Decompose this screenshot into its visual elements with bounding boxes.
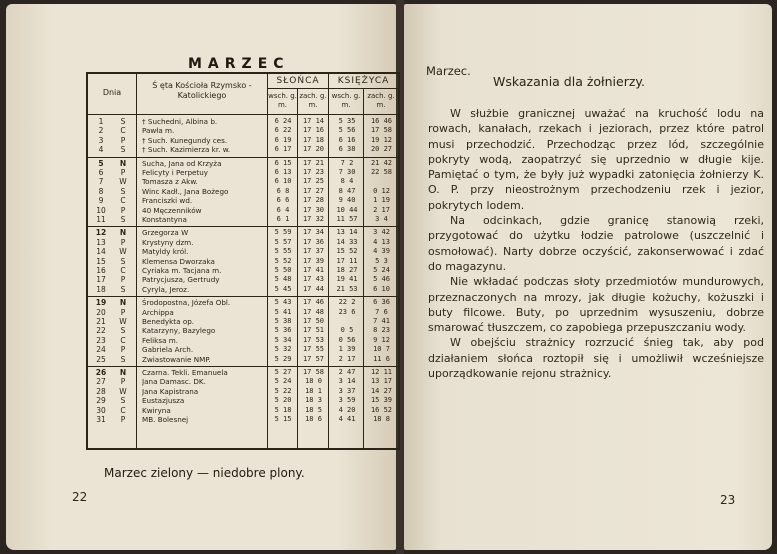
saint-name: Franciszki wd. xyxy=(142,196,193,206)
moonset: 3 42 xyxy=(373,228,390,237)
saint-name: Zwiastowanie NMP. xyxy=(142,354,211,364)
moonset: 18 8 xyxy=(373,415,390,423)
day-of-week: S xyxy=(120,117,126,126)
sunset: 17 32 xyxy=(302,214,325,223)
sunrise: 5 57 xyxy=(274,237,292,246)
calendar-row xyxy=(88,228,398,237)
saint-name: 40 Męczenników xyxy=(142,205,202,215)
day-of-week: C xyxy=(120,265,126,275)
saint-name: Kwiryna xyxy=(142,405,171,415)
day-of-week: P xyxy=(120,415,126,424)
instructions-body xyxy=(428,106,764,381)
saint-name: Konstantyna xyxy=(142,214,187,224)
moonset: 21 42 xyxy=(370,158,393,167)
sunset: 17 34 xyxy=(302,228,325,237)
sunrise: 6 4 xyxy=(276,205,290,214)
day-number: 18 xyxy=(96,284,106,294)
saint-name: Patrycjusza, Gertrudy xyxy=(142,275,220,285)
sunset: 18 1 xyxy=(305,386,322,395)
page-number-right: 23 xyxy=(720,493,736,507)
moonrise: 0 5 xyxy=(340,326,354,335)
moonrise: 11 57 xyxy=(336,214,358,223)
paragraph: Nie wkładać podczas słoty przedmiotów mundurowych, przeznaczonych na mrozy, jak długie kożuchy, kożuszki i buty filcowe. Buty, po uprzednim wysuszeniu, dobrze smarować tłuszczem, co zapobiega przepuszczaniu wody. xyxy=(428,275,764,335)
day-number: 20 xyxy=(96,307,106,317)
moonset: 5 3 xyxy=(375,256,388,265)
sunset: 17 53 xyxy=(302,335,325,344)
header-swieta: Ś ęta Kościoła Rzymsko - Katolickiego xyxy=(137,74,268,114)
saint-name: Klemensa Dworzaka xyxy=(142,256,215,266)
saint-name: † Such. Kazimierza kr. w. xyxy=(142,145,231,155)
header-slonca-wsch: wsch. g. m. xyxy=(268,89,298,119)
sunrise: 5 59 xyxy=(274,228,292,237)
day-of-week: S xyxy=(120,396,126,406)
moonset: 16 46 xyxy=(370,117,393,125)
sunrise: 6 19 xyxy=(274,135,292,144)
moonset: 14 27 xyxy=(370,386,393,395)
sunset: 17 27 xyxy=(302,186,325,195)
day-of-week: C xyxy=(120,335,126,345)
sunrise: 6 24 xyxy=(274,117,292,125)
moonrise: 15 52 xyxy=(336,247,358,256)
moonrise: 10 44 xyxy=(336,205,358,214)
day-of-week: P xyxy=(120,307,126,317)
sunrise: 5 20 xyxy=(274,396,292,405)
moonset: 0 12 xyxy=(373,186,390,195)
day-of-week: N xyxy=(119,228,127,238)
sunset: 18 3 xyxy=(305,396,322,405)
moonset: 5 46 xyxy=(373,275,390,284)
calendar-row xyxy=(88,177,398,186)
moonset: 11 6 xyxy=(373,354,390,363)
moonrise: 7 2 xyxy=(340,158,354,167)
sunset: 17 25 xyxy=(302,177,325,186)
sunset: 17 51 xyxy=(302,326,325,335)
day-number: 10 xyxy=(96,205,106,215)
day-of-week: P xyxy=(120,167,126,177)
day-number: 5 xyxy=(98,158,104,168)
moonset: 5 24 xyxy=(373,265,390,274)
day-of-week: W xyxy=(119,316,127,326)
moonset: 17 58 xyxy=(370,126,393,135)
sunset: 17 58 xyxy=(302,368,325,376)
moonrise: 2 47 xyxy=(338,368,356,376)
calendar-row xyxy=(88,168,398,177)
sunset: 17 30 xyxy=(302,205,325,214)
sunrise: 5 50 xyxy=(274,265,292,274)
calendar-row xyxy=(88,215,398,224)
header-dnia: Dnia xyxy=(88,74,137,114)
day-of-week: S xyxy=(120,145,126,155)
moonset: 8 23 xyxy=(373,326,390,335)
moonset: 20 27 xyxy=(370,145,393,154)
section-title: Wskazania dla żołnierzy. xyxy=(493,74,645,89)
moonrise: 3 37 xyxy=(338,386,356,395)
moonrise: 18 27 xyxy=(336,265,358,274)
calendar-row xyxy=(88,247,398,256)
sunset: 17 43 xyxy=(302,275,325,284)
moonrise: 5 56 xyxy=(338,126,356,135)
sunrise: 5 45 xyxy=(274,284,292,293)
calendar-row xyxy=(88,387,398,396)
sunrise: 5 22 xyxy=(274,386,292,395)
sunrise: 6 1 xyxy=(276,214,290,223)
sunset: 17 55 xyxy=(302,345,325,354)
calendar-row xyxy=(88,377,398,386)
day-of-week: W xyxy=(119,247,127,257)
paragraph: Na odcinkach, gdzie granicę stanowią rzeki, przygotować do użytku łodzie patrolowe (uszczelnić i osmołować). Narty dobrze oczyścić, zakonserwować i zdać do magazynu. xyxy=(428,214,764,273)
sunrise: 5 15 xyxy=(274,415,292,423)
moonrise: 3 14 xyxy=(338,377,356,386)
moonrise: 6 38 xyxy=(338,145,356,154)
sunrise: 5 55 xyxy=(274,247,292,256)
saint-name: Eustazjusza xyxy=(142,396,185,406)
sunrise: 5 32 xyxy=(274,345,292,354)
day-number: 29 xyxy=(96,396,106,406)
saint-name: Jana Kapistrana xyxy=(142,386,199,396)
moonrise: 7 30 xyxy=(338,167,356,176)
sunset: 17 21 xyxy=(302,158,325,167)
day-of-week: C xyxy=(120,126,126,136)
saint-name: Sucha, Jana od Krzyża xyxy=(142,158,222,168)
sunset: 17 57 xyxy=(302,354,325,363)
saint-name: † Suchedni, Albina b. xyxy=(142,117,218,126)
day-number: 19 xyxy=(95,298,107,308)
sunrise: 5 36 xyxy=(274,326,292,335)
moonrise: 23 6 xyxy=(338,307,356,316)
sunset: 17 14 xyxy=(302,117,325,125)
day-number: 30 xyxy=(96,405,106,415)
month-proverb: Marzec zielony — niedobre plony. xyxy=(104,466,305,480)
moonrise: 5 35 xyxy=(338,117,356,125)
day-number: 4 xyxy=(98,145,104,155)
saint-name: Środopostna, Józefa Obl. xyxy=(142,298,231,308)
calendar-row xyxy=(88,187,398,196)
sunrise: 6 6 xyxy=(276,196,290,205)
moonrise: 6 16 xyxy=(338,135,356,144)
moonrise: 3 59 xyxy=(338,396,356,405)
moonrise: 4 41 xyxy=(338,415,356,423)
paragraph: W służbie granicznej uważać na kruchość lodu na rowach, kanałach, rzekach i jeziorach, przez które patrol musi przechodzić. Przechodząc przez lód, szczególnie pokryty wodą, zaopatrzyć się uprzednio w długie kije. Pamiętać o tym, że były już wypadki zatonięcia żołnierzy K. O. P. przy nieostrożnym przechodzeniu rzek i jezior, pokrytych lodem. xyxy=(428,107,764,212)
calendar-row xyxy=(88,257,398,266)
calendar-row xyxy=(88,368,398,377)
sunrise: 6 15 xyxy=(274,158,292,167)
calendar-row xyxy=(88,415,398,424)
day-number: 31 xyxy=(96,415,106,424)
saint-name: Grzegorza W xyxy=(142,228,189,238)
day-number: 23 xyxy=(96,335,106,345)
day-of-week: S xyxy=(120,256,126,266)
header-ksiezyca-title: KSIĘŻYCA xyxy=(329,74,398,89)
calendar-week xyxy=(88,115,398,158)
calendar-row xyxy=(88,275,398,284)
calendar-week xyxy=(88,366,398,426)
sunrise: 5 34 xyxy=(274,335,292,344)
sunrise: 5 24 xyxy=(274,377,292,386)
calendar-row xyxy=(88,238,398,247)
moonset: 2 17 xyxy=(373,205,390,214)
moonrise: 0 56 xyxy=(338,335,356,344)
day-number: 25 xyxy=(96,354,106,364)
moonset: 7 6 xyxy=(375,307,388,316)
day-of-week: S xyxy=(120,284,126,294)
calendar-table xyxy=(86,72,400,450)
calendar-week xyxy=(88,296,398,367)
day-number: 22 xyxy=(96,326,106,336)
sunrise: 5 38 xyxy=(274,316,292,325)
sunset: 17 46 xyxy=(302,298,325,307)
day-number: 16 xyxy=(96,265,106,275)
day-number: 24 xyxy=(96,345,106,355)
calendar-row xyxy=(88,396,398,405)
day-of-week: S xyxy=(120,186,126,196)
calendar-row xyxy=(88,206,398,215)
day-number: 27 xyxy=(96,377,106,387)
sunset: 17 39 xyxy=(302,256,325,265)
moonset: 22 58 xyxy=(370,167,393,176)
saint-name: Archippa xyxy=(142,307,174,317)
day-of-week: P xyxy=(120,237,126,247)
sunset: 17 16 xyxy=(302,126,325,135)
header-ksiezyca-zach: zach. g. m. xyxy=(367,92,395,109)
saint-name: Pawła m. xyxy=(142,126,175,136)
sunset: 17 36 xyxy=(302,237,325,246)
calendar-row xyxy=(88,336,398,345)
moonset: 6 36 xyxy=(373,298,390,307)
calendar-row xyxy=(88,308,398,317)
moonrise: 19 41 xyxy=(336,275,358,284)
saint-name: Benedykta op. xyxy=(142,316,195,326)
calendar-row xyxy=(88,406,398,415)
calendar-row xyxy=(88,285,398,294)
saint-name: Czarna. Tekli. Emanuela xyxy=(142,368,228,377)
saint-name: Krystyny dzm. xyxy=(142,237,194,247)
sunrise: 5 27 xyxy=(274,368,292,376)
moonset: 4 13 xyxy=(373,237,390,246)
sunrise: 6 17 xyxy=(274,145,292,154)
calendar-row xyxy=(88,317,398,326)
moonset: 9 12 xyxy=(373,335,390,344)
moonset: 3 4 xyxy=(375,214,388,223)
sunrise: 6 10 xyxy=(274,177,292,186)
day-number: 15 xyxy=(96,256,106,266)
day-of-week: S xyxy=(120,354,126,364)
calendar-row xyxy=(88,136,398,145)
day-of-week: N xyxy=(119,158,127,168)
section-month: Marzec. xyxy=(426,64,471,78)
moonset: 10 7 xyxy=(373,345,390,354)
calendar-row xyxy=(88,326,398,335)
day-number: 8 xyxy=(98,186,104,196)
day-number: 21 xyxy=(96,316,106,326)
sunrise: 5 41 xyxy=(274,307,292,316)
saint-name: Matyldy król. xyxy=(142,247,189,257)
moonrise: 4 20 xyxy=(338,405,356,414)
day-number: 1 xyxy=(98,117,104,126)
moonrise: 9 40 xyxy=(338,196,356,205)
moonset: 7 41 xyxy=(373,316,390,325)
sunset: 17 44 xyxy=(302,284,325,293)
moonrise: 17 11 xyxy=(336,256,358,265)
day-of-week: P xyxy=(120,205,126,215)
moonset: 1 19 xyxy=(373,196,390,205)
moonrise: 8 47 xyxy=(338,186,356,195)
sunrise: 6 13 xyxy=(274,167,292,176)
sunset: 17 20 xyxy=(302,145,325,154)
sunrise: 5 48 xyxy=(274,275,292,284)
day-number: 17 xyxy=(96,275,106,285)
day-of-week: N xyxy=(119,298,127,308)
sunrise: 6 22 xyxy=(274,126,292,135)
saint-name: Gabriela Arch. xyxy=(142,345,194,355)
moonrise: 2 17 xyxy=(338,354,356,363)
moonset: 19 12 xyxy=(370,135,393,144)
header-ksiezyca xyxy=(329,74,398,114)
day-number: 12 xyxy=(95,228,107,238)
sunrise: 5 52 xyxy=(274,256,292,265)
day-number: 6 xyxy=(98,167,104,177)
day-of-week: P xyxy=(120,275,126,285)
saint-name: Felicyty i Perpetuy xyxy=(142,167,209,177)
calendar-row xyxy=(88,345,398,354)
sunrise: 5 18 xyxy=(274,405,292,414)
calendar-row xyxy=(88,266,398,275)
moonset: 6 10 xyxy=(373,284,390,293)
moonset: 4 39 xyxy=(373,247,390,256)
sunset: 17 50 xyxy=(302,316,325,325)
calendar-row xyxy=(88,117,398,126)
saint-name: Cyryla, Jeroz. xyxy=(142,284,190,294)
header-slonca-zach: zach. g. m. xyxy=(299,92,327,109)
day-number: 28 xyxy=(96,386,106,396)
calendar-week xyxy=(88,226,398,297)
page-number-left: 22 xyxy=(72,490,88,504)
moonset: 16 52 xyxy=(370,405,393,414)
saint-name: MB. Bolesnej xyxy=(142,415,189,424)
sunset: 17 37 xyxy=(302,247,325,256)
sunset: 18 6 xyxy=(305,415,322,423)
moonset: 13 17 xyxy=(370,377,393,386)
moonrise: 8 4 xyxy=(340,177,354,186)
calendar-row xyxy=(88,196,398,205)
sunrise: 5 29 xyxy=(274,354,292,363)
sunset: 18 5 xyxy=(305,405,322,414)
moonset: 12 11 xyxy=(370,368,393,376)
day-number: 9 xyxy=(98,196,104,206)
moonrise: 21 53 xyxy=(336,284,358,293)
calendar-week xyxy=(88,157,398,228)
moonrise: 22 2 xyxy=(338,298,356,307)
saint-name: Cyriaka m. Tacjana m. xyxy=(142,265,222,275)
calendar-month-title: MARZEC xyxy=(188,56,290,72)
header-slonca xyxy=(268,74,329,114)
paragraph: W obejściu strażnicy rozrzucić śnieg tak, aby pod działaniem słońca roztopił się i umożliwił wcześniejsze uporządkowanie rejonu strażnicy. xyxy=(428,336,764,381)
calendar-header xyxy=(88,74,398,115)
saint-name: Katarzyny, Bazylego xyxy=(142,326,216,336)
day-of-week: W xyxy=(119,386,127,396)
sunset: 17 41 xyxy=(302,265,325,274)
day-of-week: N xyxy=(119,368,127,377)
calendar-row xyxy=(88,145,398,154)
saint-name: Tomasza z Akw. xyxy=(142,177,198,187)
moonrise: 14 33 xyxy=(336,237,358,246)
day-number: 11 xyxy=(96,214,106,224)
saint-name: Winc Kadł., Jana Bożego xyxy=(142,186,229,196)
sunrise: 6 8 xyxy=(276,186,290,195)
day-number: 13 xyxy=(96,237,106,247)
day-number: 14 xyxy=(96,247,106,257)
calendar-row xyxy=(88,159,398,168)
sunset: 18 0 xyxy=(305,377,322,386)
header-slonca-title: SŁOŃCA xyxy=(268,74,328,89)
saint-name: Jana Damasc. DK. xyxy=(142,377,206,387)
sunset: 17 48 xyxy=(302,307,325,316)
day-of-week: S xyxy=(120,326,126,336)
day-of-week: C xyxy=(120,405,126,415)
day-number: 7 xyxy=(98,177,104,187)
calendar-row xyxy=(88,298,398,307)
day-of-week: S xyxy=(120,214,126,224)
sunrise: 5 43 xyxy=(274,298,292,307)
moonset: 15 39 xyxy=(370,396,393,405)
day-of-week: C xyxy=(120,196,126,206)
day-of-week: P xyxy=(120,377,126,387)
day-of-week: P xyxy=(120,345,126,355)
moonrise: 13 14 xyxy=(336,228,358,237)
calendar-row xyxy=(88,355,398,364)
saint-name: † Such. Kunegundy ces. xyxy=(142,135,228,145)
sunset: 17 18 xyxy=(302,135,325,144)
header-ksiezyca-wsch: wsch. g. m. xyxy=(329,89,364,119)
day-number: 26 xyxy=(95,368,107,377)
saint-name: Feliksa m. xyxy=(142,335,179,345)
sunset: 17 23 xyxy=(302,167,325,176)
sunset: 17 28 xyxy=(302,196,325,205)
moonrise: 1 39 xyxy=(338,345,356,354)
day-number: 3 xyxy=(98,135,104,145)
day-of-week: P xyxy=(120,135,126,145)
day-of-week: W xyxy=(119,177,127,187)
day-number: 2 xyxy=(98,126,104,136)
calendar-row xyxy=(88,126,398,135)
